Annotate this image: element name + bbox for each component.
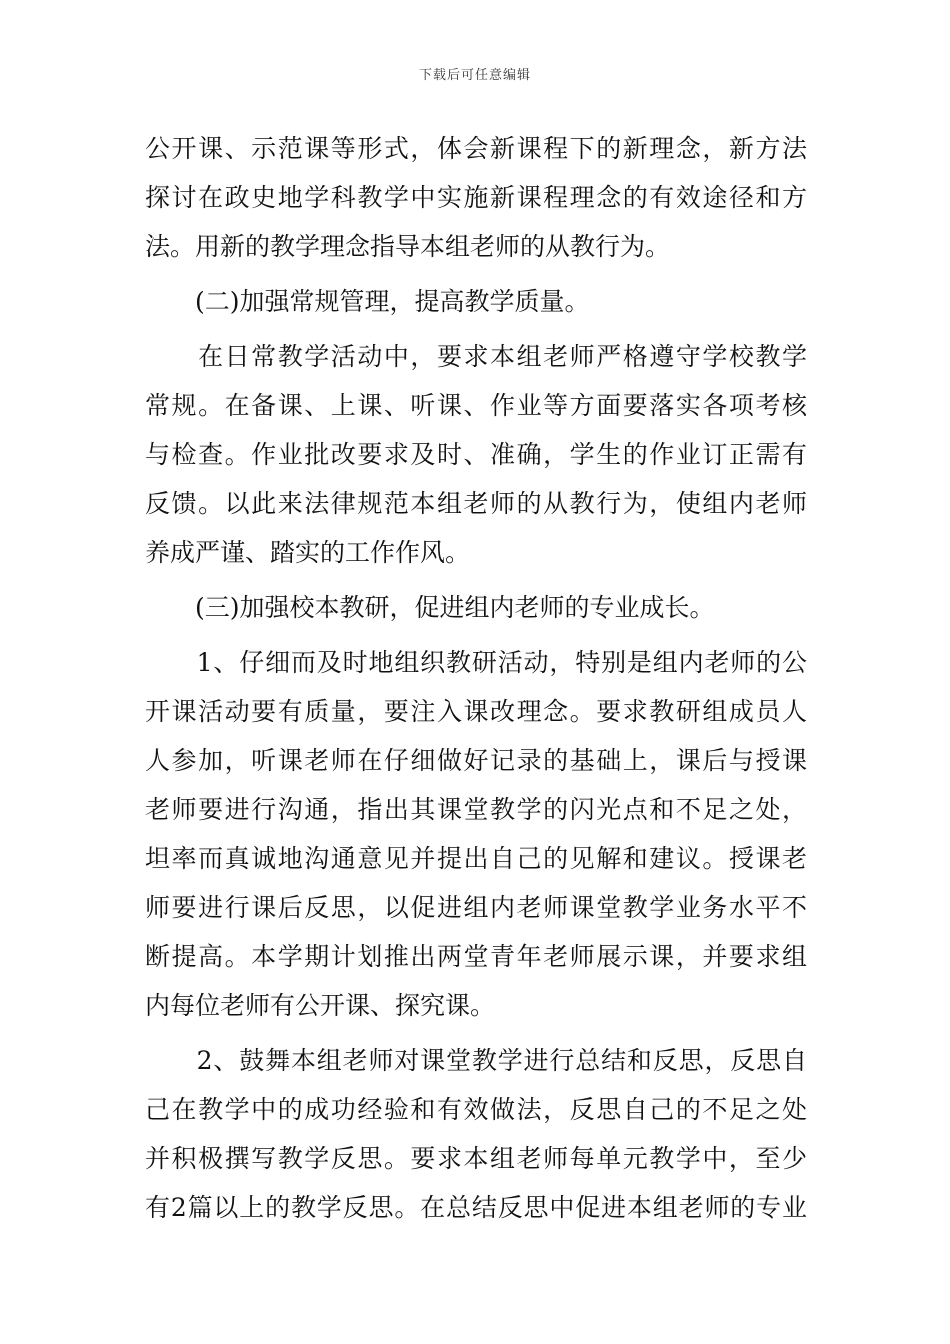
text-line: 在日常教学活动中，要求本组老师严格遵守学校教学: [145, 342, 807, 371]
text-line: 2、鼓舞本组老师对课堂教学进行总结和反思，反思自: [145, 1046, 807, 1075]
text-line: 探讨在政史地学科教学中实施新课程理念的有效途径和方: [145, 183, 807, 212]
text-line: 养成严谨、踏实的工作作风。: [145, 538, 471, 567]
text-line: 断提高。本学期计划推出两堂青年老师展示课，并要求组: [145, 942, 807, 971]
section-heading: [145, 277, 807, 326]
text-line: 公开课、示范课等形式，体会新课程下的新理念，新方法: [145, 134, 807, 163]
text-line: 有2篇以上的教学反思。在总结反思中促进本组老师的专业: [145, 1193, 807, 1222]
paragraph: [145, 332, 807, 577]
text-line: 人参加，听课老师在仔细做好记录的基础上，课后与授课: [145, 746, 807, 775]
document-body: [145, 124, 807, 1232]
text-line: 与检查。作业批改要求及时、准确，学生的作业订正需有: [145, 440, 807, 469]
page-header: 下载后可任意编辑: [418, 68, 531, 83]
text-line: 反馈。以此来法律规范本组老师的从教行为，使组内老师: [145, 489, 807, 518]
text-line: 坦率而真诚地沟通意见并提出自己的见解和建议。授课老: [145, 844, 807, 873]
text-line: 开课活动要有质量，要注入课改理念。要求教研组成员人: [145, 697, 807, 726]
text-line: 法。用新的教学理念指导本组老师的从教行为。: [145, 232, 671, 261]
text-line: 老师要进行沟通，指出其课堂教学的闪光点和不足之处，: [145, 795, 807, 824]
paragraph: [145, 124, 807, 271]
text-line: 己在教学中的成功经验和有效做法，反思自己的不足之处: [145, 1095, 807, 1124]
text-line: 内每位老师有公开课、探究课。: [145, 991, 496, 1020]
text-line: 并积极撰写教学反思。要求本组老师每单元教学中，至少: [145, 1144, 807, 1173]
section-heading: [145, 583, 807, 632]
text-line: 常规。在备课、上课、听课、作业等方面要落实各项考核: [145, 391, 807, 420]
text-line: 师要进行课后反思，以促进组内老师课堂教学业务水平不: [145, 893, 807, 922]
text-line: (三)加强校本教研，促进组内老师的专业成长。: [145, 593, 715, 622]
paragraph: [145, 638, 807, 1030]
text-line: 1、仔细而及时地组织教研活动，特别是组内老师的公: [145, 648, 807, 677]
text-line: (二)加强常规管理，提高教学质量。: [145, 287, 590, 316]
paragraph: [145, 1036, 807, 1232]
